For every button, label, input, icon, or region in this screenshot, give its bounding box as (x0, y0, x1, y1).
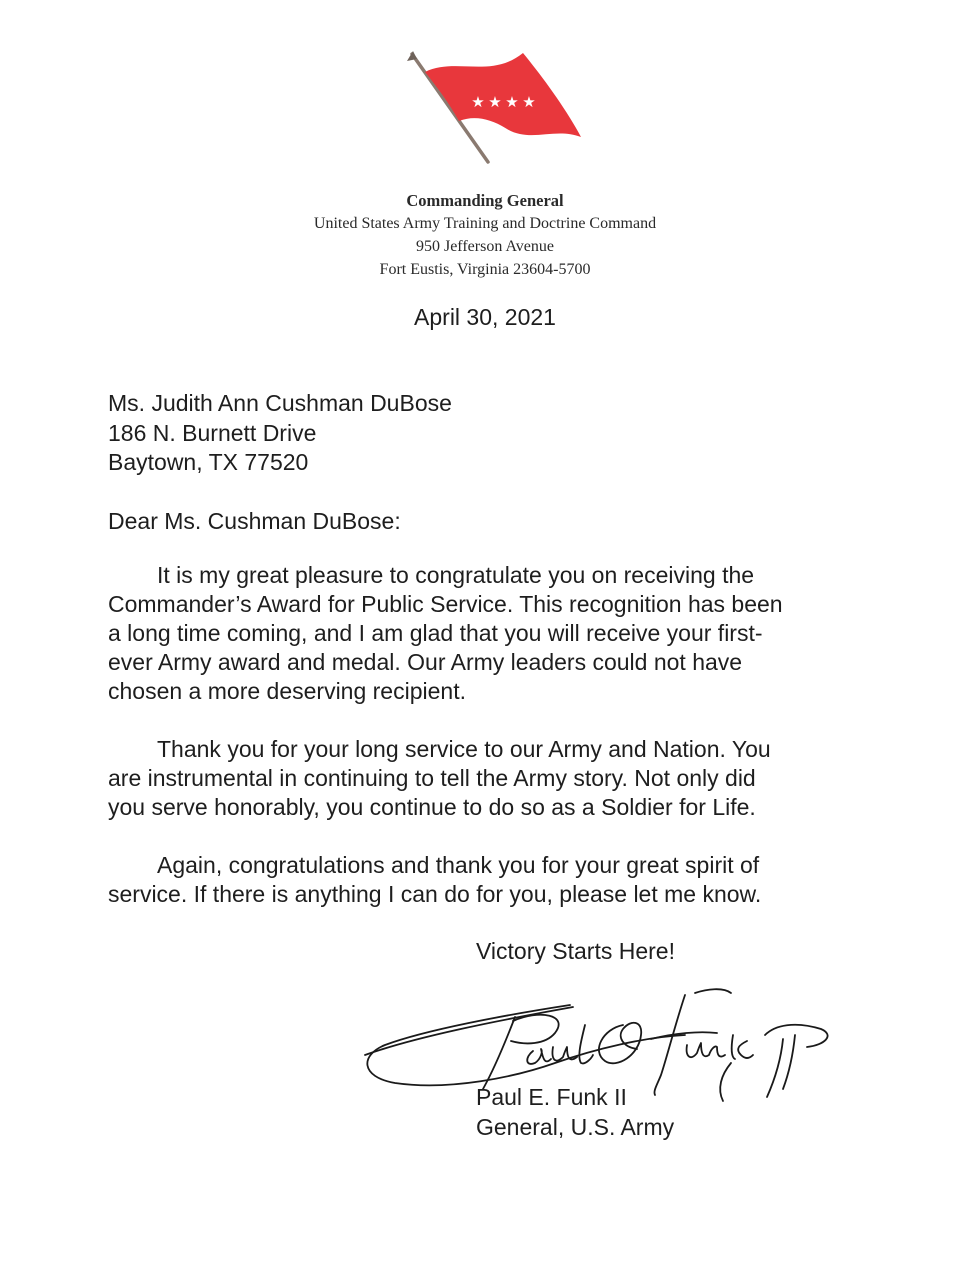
letterhead-street: 950 Jefferson Avenue (415, 238, 555, 255)
body-paragraph-1 (108, 561, 868, 706)
recipient-street: 186 N. Burnett Drive (108, 419, 317, 446)
paragraph-line: Thank you for your long service to our Army and Nation. You (157, 736, 771, 762)
letterhead-organization: United States Army Training and Doctrine Command (313, 215, 657, 232)
paragraph-line: Again, congratulations and thank you for your great spirit of (157, 852, 760, 878)
paragraph-line: are instrumental in continuing to tell the Army story. Not only did (108, 765, 756, 791)
letter-date: April 30, 2021 (414, 304, 556, 330)
signature-block (476, 1082, 674, 1142)
body-paragraph-3 (108, 851, 868, 909)
svg-text:★: ★ (488, 93, 502, 111)
recipient-city: Baytown, TX 77520 (108, 449, 309, 475)
letterhead (0, 189, 960, 281)
paragraph-line: ever Army award and medal. Our Army leaders could not have (108, 649, 743, 675)
svg-text:★: ★ (505, 93, 519, 111)
paragraph-line: chosen a more deserving recipient. (108, 678, 466, 704)
signer-title: General, U.S. Army (476, 1114, 675, 1140)
four-star-flag-icon (395, 45, 595, 170)
paragraph-line: Commander’s Award for Public Service. This recognition has been (108, 591, 783, 617)
recipient-address (108, 389, 452, 478)
paragraph-line: you serve honorably, you continue to do so as a Soldier for Life. (108, 794, 756, 820)
paragraph-line: a long time coming, and I am glad that you will receive your first- (108, 620, 763, 646)
signer-name: Paul E. Funk II (476, 1084, 627, 1110)
svg-text:★: ★ (522, 93, 536, 111)
salutation: Dear Ms. Cushman DuBose: (108, 508, 401, 534)
paragraph-line: service. If there is anything I can do for you, please let me know. (108, 881, 762, 907)
svg-text:★: ★ (471, 93, 485, 111)
letterhead-title: Commanding General (406, 191, 564, 210)
recipient-name: Ms. Judith Ann Cushman DuBose (108, 390, 452, 416)
body-paragraph-2 (108, 735, 868, 822)
letterhead-city: Fort Eustis, Virginia 23604-5700 (379, 261, 591, 278)
closing-line: Victory Starts Here! (476, 938, 675, 964)
paragraph-line: It is my great pleasure to congratulate you on receiving the (157, 562, 755, 588)
